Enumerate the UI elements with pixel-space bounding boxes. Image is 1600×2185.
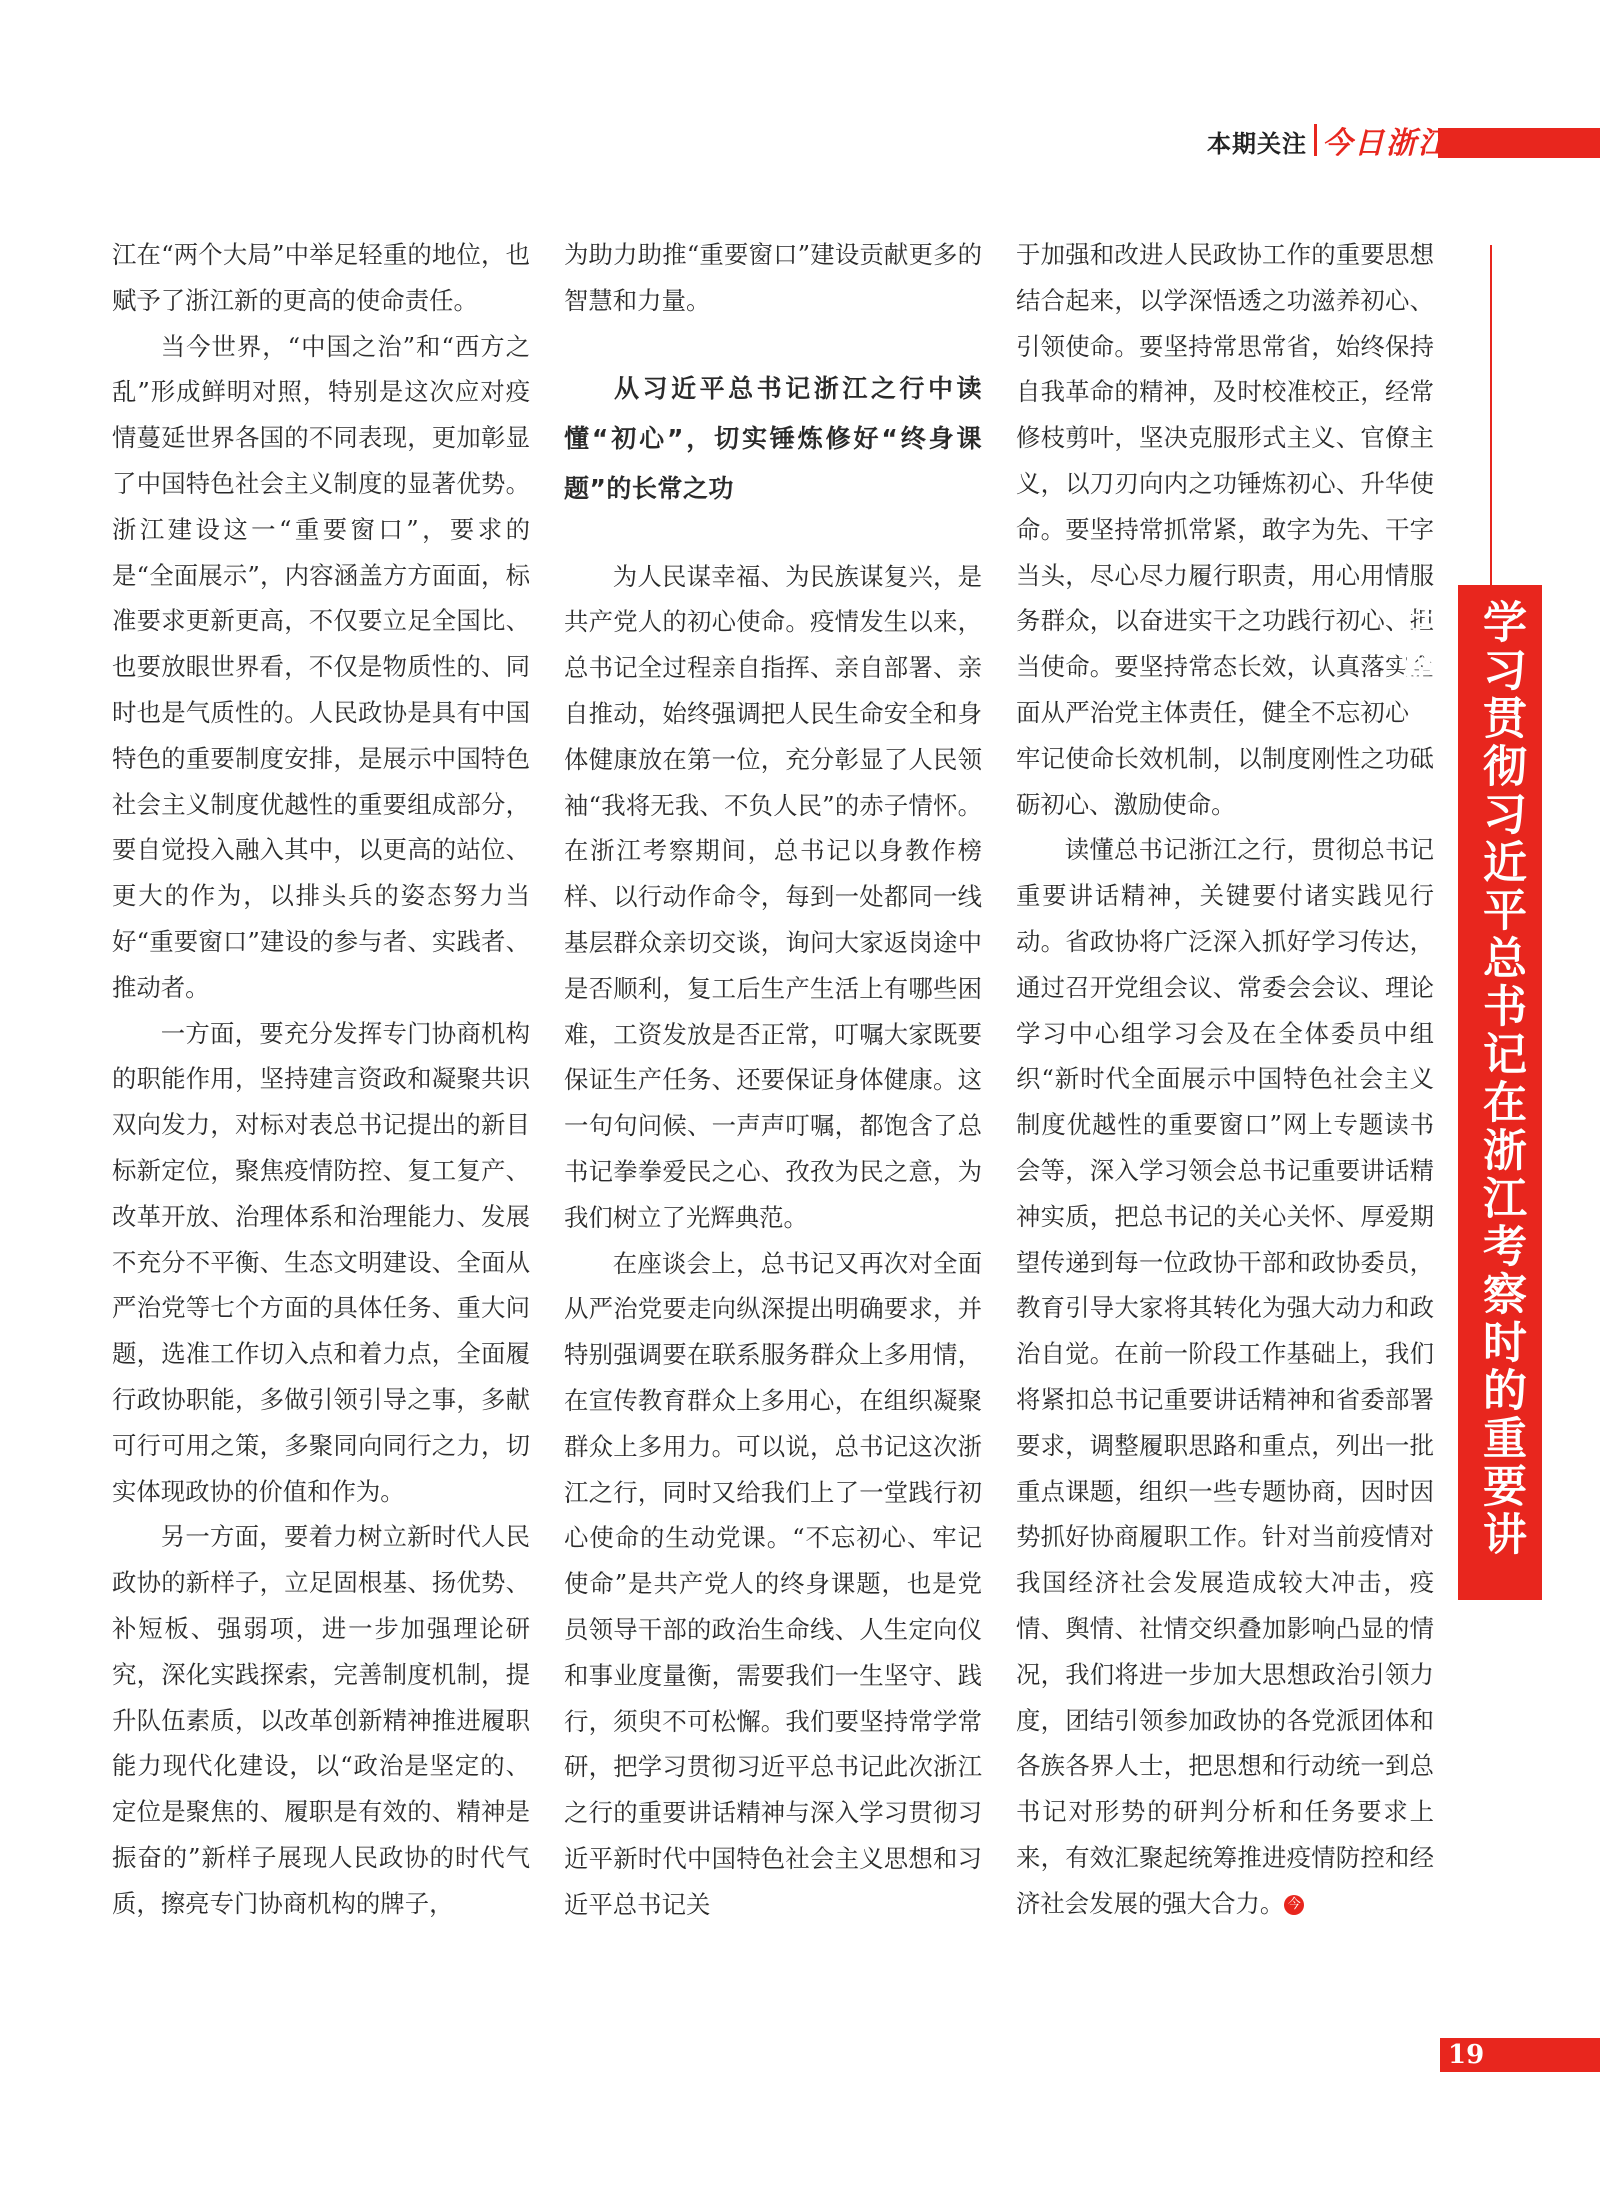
page-number-bar [1440, 2038, 1600, 2072]
paragraph-text: 读懂总书记浙江之行，贯彻总书记重要讲话精神，关键要付诸实践见行动。省政协将广泛深入抓好学习传达，通过召开党组会议、常委会会议、理论学习中心组学习会及在全体委员中组织“新时代全面展示中国特色社会主义制度优越性的重要窗口”网上专题读书会等，深入学习领会总书记重要讲话精神实质，把总书记的关心关怀、厚爱期望传递到每一位政协干部和政协委员，教育引导大家将其转化为强大动力和政治自觉。在前一阶段工作基础上，我们将紧扣总书记重要讲话精神和省委部署要求，调整履职思路和重点，列出一批重点课题，组织一些专题协商，因时因势抓好协商履职工作。针对当前疫情对我国经济社会发展造成较大冲击，疫情、舆情、社情交织叠加影响凸显的情况，我们将进一步加大思想政治引领力度，团结引领参加政协的各党派团体和各族各界人士，把思想和行动统一到总书记对形势的研判分析和任务要求上来，有效汇聚起统筹推进疫情防控和经济社会发展的强大合力。 [1016, 835, 1434, 1918]
side-decor-line [1490, 245, 1492, 585]
paragraph: 于加强和改进人民政协工作的重要思想结合起来，以学深悟透之功滋养初心、引领使命。要坚持常思常省，始终保持自我革命的精神，及时校准校正，经常修枝剪叶，坚决克服形式主义、官僚主义，以刀刃向内之功锤炼初心、升华使命。要坚持常抓常紧，敢字为先、干字当头，尽心尽力履行职责，用心用情服务群众，以奋进实干之功践行初心、担当使命。要坚持常态长效，认真落实全面从严治党主体责任，健全不忘初心、牢记使命长效机制，以制度刚性之功砥砺初心、激励使命。 [1016, 240, 1434, 819]
header-red-bar [1438, 128, 1600, 158]
paragraph: 为人民谋幸福、为民族谋复兴，是共产党人的初心使命。疫情发生以来，总书记全过程亲自指挥、亲自部署、亲自推动，始终强调把人民生命安全和身体健康放在第一位，充分彰显了人民领袖“我将无我、不负人民”的赤子情怀。在浙江考察期间，总书记以身教作榜样、以行动作命令，每到一处都同一线基层群众亲切交谈，询问大家返岗途中是否顺利，复工后生产生活上有哪些困难，工资发放是否正常，叮嘱大家既要保证生产任务、还要保证身体健康。这一句句问候、一声声叮嘱，都饱含了总书记拳拳爱民之心、孜孜为民之意，为我们树立了光辉典范。 [564, 561, 982, 1232]
text-column-3 [1016, 232, 1434, 1926]
end-mark-icon: 今 [1284, 1895, 1304, 1915]
section-heading: 从习近平总书记浙江之行中读懂“初心”，切实锤炼修好“终身课题”的长常之功 [564, 373, 982, 503]
text-column-1 [112, 232, 530, 1926]
header-divider [1314, 124, 1317, 156]
paragraph: 一方面，要充分发挥专门协商机构的职能作用，坚持建言资政和凝聚共识双向发力，对标对表总书记提出的新目标新定位，聚焦疫情防控、复工复产、改革开放、治理体系和治理能力、发展不充分不平衡、生态文明建设、全面从严治党等七个方面的具体任务、重大问题，选准工作切入点和着力点，全面履行政协职能，多做引领引导之事，多献可行可用之策，多聚同向同行之力，切实体现政协的价值和作为。 [112, 1018, 530, 1506]
page-number: 19 [1448, 2040, 1485, 2070]
paragraph [1016, 827, 1434, 1926]
side-title-text: 学习贯彻习近平总书记在浙江考察时的重要讲话精神 [1391, 599, 1526, 1559]
header-section-label: 本期关注 [1207, 130, 1307, 158]
side-title-banner [1391, 585, 1542, 1600]
paragraph: 当今世界，“中国之治”和“西方之乱”形成鲜明对照，特别是这次应对疫情蔓延世界各国的不同表现，更加彰显了中国特色社会主义制度的显著优势。浙江建设这一“重要窗口”，要求的是“全面展示”，内容涵盖方方面面，标准要求更新更高，不仅要立足全国比、也要放眼世界看，不仅是物质性的、同时也是气质性的。人民政协是具有中国特色的重要制度安排，是展示中国特色社会主义制度优越性的重要组成部分，要自觉投入融入其中，以更高的站位、更大的作为，以排头兵的姿态努力当好“重要窗口”建设的参与者、实践者、推动者。 [112, 331, 530, 1002]
paragraph: 在座谈会上，总书记又再次对全面从严治党要走向纵深提出明确要求，并特别强调要在联系服务群众上多用情，在宣传教育群众上多用心，在组织凝聚群众上多用力。可以说，总书记这次浙江之行，同时又给我们上了一堂践行初心使命的生动党课。“不忘初心、牢记使命”是共产党人的终身课题，也是党员领导干部的政治生命线、人生定向仪和事业度量衡，需要我们一生坚守、践行，须臾不可松懈。我们要坚持常学常研，把学习贯彻习近平总书记此次浙江之行的重要讲话精神与深入学习贯彻习近平新时代中国特色社会主义思想和习近平总书记关 [564, 1248, 982, 1919]
text-column-2 [564, 232, 982, 1928]
paragraph: 江在“两个大局”中举足轻重的地位，也赋予了浙江新的更高的使命责任。 [112, 240, 530, 315]
paragraph: 另一方面，要着力树立新时代人民政协的新样子，立足固根基、扬优势、补短板、强弱项，进一步加强理论研究，深化实践探索，完善制度机制，提升队伍素质，以改革创新精神推进履职能力现代化建设，以“政治是坚定的、定位是聚焦的、履职是有效的、精神是振奋的”新样子展现人民政协的时代气质，擦亮专门协商机构的牌子， [112, 1522, 530, 1918]
paragraph: 为助力助推“重要窗口”建设贡献更多的智慧和力量。 [564, 240, 982, 315]
magazine-logo: 今日浙江 [1322, 126, 1450, 161]
